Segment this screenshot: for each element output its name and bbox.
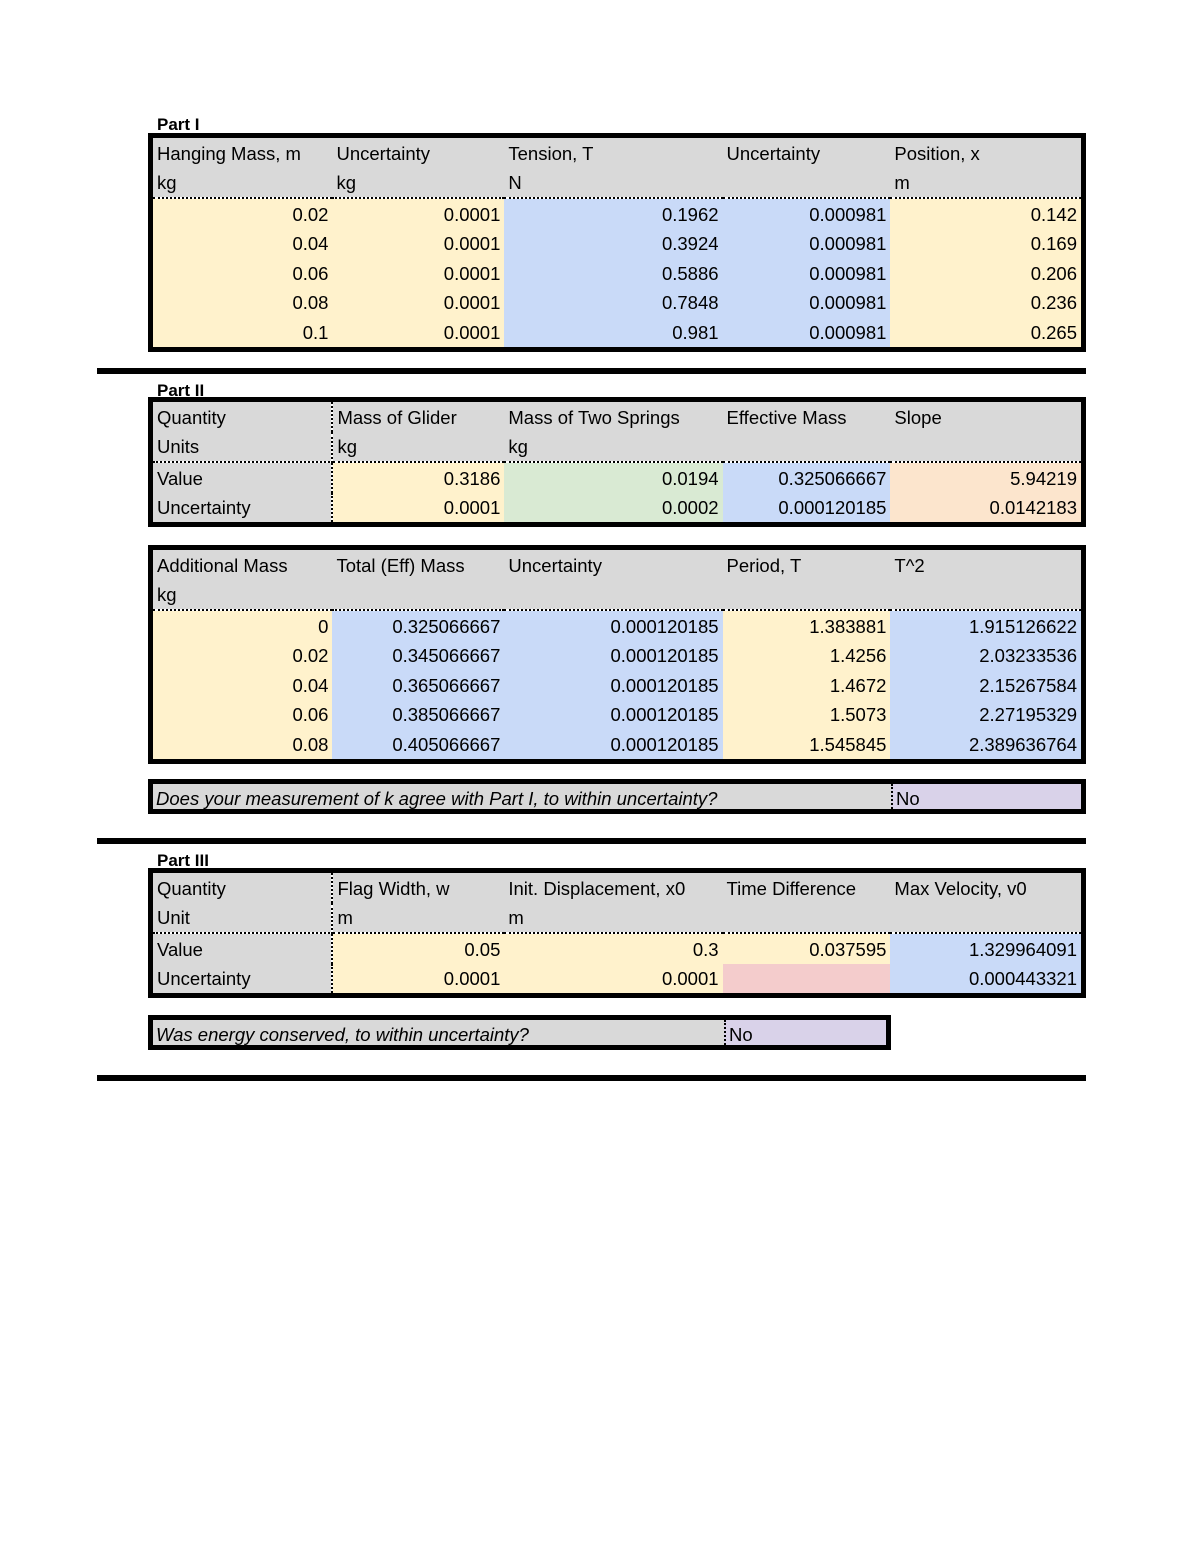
- total-mass-cell[interactable]: 0.385066667: [332, 700, 504, 730]
- unit-cell[interactable]: Units: [151, 432, 333, 463]
- tension-uncertainty-cell[interactable]: 0.000981: [723, 198, 891, 229]
- mass-cell[interactable]: 0.02: [151, 198, 333, 229]
- period-cell[interactable]: 1.383881: [723, 610, 891, 641]
- row-label[interactable]: Value: [151, 933, 333, 964]
- additional-mass-cell[interactable]: 0.04: [151, 670, 333, 700]
- mass-cell[interactable]: 0.08: [151, 288, 333, 318]
- tension-cell[interactable]: 0.7848: [504, 288, 722, 318]
- slope-cell[interactable]: 5.94219: [890, 462, 1083, 493]
- period-squared-cell[interactable]: 2.03233536: [890, 641, 1083, 671]
- part2-period-table: [148, 545, 1086, 764]
- part1-table: [148, 133, 1086, 352]
- period-cell[interactable]: 1.4256: [723, 641, 891, 671]
- additional-mass-cell[interactable]: 0.08: [151, 729, 333, 761]
- max-velocity-cell[interactable]: 1.329964091: [890, 933, 1083, 964]
- header-cell[interactable]: Init. Displacement, x0: [504, 871, 722, 903]
- additional-mass-cell[interactable]: 0.06: [151, 700, 333, 730]
- table-row: [151, 317, 1084, 349]
- total-mass-cell[interactable]: 0.365066667: [332, 670, 504, 700]
- unit-cell[interactable]: [890, 432, 1083, 463]
- header-cell[interactable]: Position, x: [890, 136, 1083, 168]
- additional-mass-cell[interactable]: 0.02: [151, 641, 333, 671]
- header-cell[interactable]: Mass of Two Springs: [504, 400, 722, 432]
- section-divider: [97, 368, 1086, 374]
- header-cell[interactable]: Slope: [890, 400, 1083, 432]
- tension-uncertainty-cell[interactable]: 0.000981: [723, 229, 891, 259]
- effective-mass-uncertainty-cell[interactable]: 0.000120185: [723, 493, 891, 525]
- additional-mass-cell[interactable]: 0: [151, 610, 333, 641]
- part2-title: Part II: [157, 381, 205, 400]
- part3-question-box: [148, 1015, 891, 1050]
- part3-title: Part III: [157, 851, 209, 870]
- unit-cell[interactable]: m: [332, 903, 504, 934]
- header-cell[interactable]: Tension, T: [504, 136, 722, 168]
- header-cell[interactable]: Hanging Mass, m: [151, 136, 333, 168]
- section-divider: [97, 838, 1086, 844]
- period-cell[interactable]: 1.4672: [723, 670, 891, 700]
- mass-uncertainty-cell[interactable]: 0.0001: [332, 288, 504, 318]
- displacement-cell[interactable]: 0.3: [504, 933, 722, 964]
- table-row: [151, 641, 1084, 671]
- total-mass-uncertainty-cell[interactable]: 0.000120185: [504, 641, 722, 671]
- glider-mass-cell[interactable]: 0.3186: [332, 462, 504, 493]
- header-cell[interactable]: Uncertainty: [332, 136, 504, 168]
- part1-unit-row: [151, 168, 1084, 199]
- header-cell[interactable]: Quantity: [151, 871, 333, 903]
- period-cell[interactable]: 1.545845: [723, 729, 891, 761]
- flag-width-uncertainty-cell[interactable]: 0.0001: [332, 964, 504, 996]
- mass-uncertainty-cell[interactable]: 0.0001: [332, 258, 504, 288]
- unit-cell[interactable]: kg: [151, 580, 333, 611]
- table-row: [151, 258, 1084, 288]
- part2-answer-cell[interactable]: No: [891, 784, 1081, 809]
- mass-uncertainty-cell[interactable]: 0.0001: [332, 198, 504, 229]
- row-label[interactable]: Uncertainty: [151, 493, 333, 525]
- header-cell[interactable]: Time Difference: [723, 871, 891, 903]
- tension-uncertainty-cell[interactable]: 0.000981: [723, 258, 891, 288]
- spring-mass-cell[interactable]: 0.0194: [504, 462, 722, 493]
- slope-uncertainty-cell[interactable]: 0.0142183: [890, 493, 1083, 525]
- table-row: [151, 288, 1084, 318]
- unit-cell[interactable]: [890, 580, 1083, 611]
- header-cell[interactable]: Additional Mass: [151, 548, 333, 580]
- time-difference-cell[interactable]: 0.037595: [723, 933, 891, 964]
- period-squared-cell[interactable]: 2.389636764: [890, 729, 1083, 761]
- unit-cell[interactable]: Unit: [151, 903, 333, 934]
- table-row: [151, 610, 1084, 641]
- table-row: [151, 670, 1084, 700]
- glider-mass-uncertainty-cell[interactable]: 0.0001: [332, 493, 504, 525]
- period-cell[interactable]: 1.5073: [723, 700, 891, 730]
- total-mass-uncertainty-cell[interactable]: 0.000120185: [504, 610, 722, 641]
- tension-cell[interactable]: 0.3924: [504, 229, 722, 259]
- value-row: [151, 462, 1084, 493]
- unit-cell[interactable]: kg: [151, 168, 333, 199]
- header-cell[interactable]: T^2: [890, 548, 1083, 580]
- position-cell[interactable]: 0.206: [890, 258, 1083, 288]
- unit-cell[interactable]: m: [504, 903, 722, 934]
- position-cell[interactable]: 0.169: [890, 229, 1083, 259]
- tension-cell[interactable]: 0.981: [504, 317, 722, 349]
- part2-question: Does your measurement of k agree with Part I, to within uncertainty?: [156, 788, 718, 809]
- total-mass-uncertainty-cell[interactable]: 0.000120185: [504, 729, 722, 761]
- position-cell[interactable]: 0.236: [890, 288, 1083, 318]
- header-cell[interactable]: Uncertainty: [504, 548, 722, 580]
- mass-uncertainty-cell[interactable]: 0.0001: [332, 229, 504, 259]
- period-header-row: [151, 548, 1084, 580]
- part3-answer-cell[interactable]: No: [724, 1020, 886, 1045]
- mass-cell[interactable]: 0.06: [151, 258, 333, 288]
- row-label[interactable]: Uncertainty: [151, 964, 333, 996]
- unit-cell[interactable]: [723, 432, 891, 463]
- part1-title: Part I: [157, 115, 200, 134]
- header-cell[interactable]: Uncertainty: [723, 136, 891, 168]
- flag-width-cell[interactable]: 0.05: [332, 933, 504, 964]
- unit-cell[interactable]: [332, 580, 504, 611]
- tension-cell[interactable]: 0.5886: [504, 258, 722, 288]
- total-mass-uncertainty-cell[interactable]: 0.000120185: [504, 700, 722, 730]
- unit-cell[interactable]: N: [504, 168, 722, 199]
- part2-header-row: [151, 400, 1084, 432]
- period-squared-cell[interactable]: 1.915126622: [890, 610, 1083, 641]
- table-row: [151, 229, 1084, 259]
- part3-question: Was energy conserved, to within uncertainty?: [156, 1024, 529, 1045]
- position-cell[interactable]: 0.265: [890, 317, 1083, 349]
- unit-cell[interactable]: [504, 580, 722, 611]
- part1-header-row: [151, 136, 1084, 168]
- total-mass-uncertainty-cell[interactable]: 0.000120185: [504, 670, 722, 700]
- mass-cell[interactable]: 0.04: [151, 229, 333, 259]
- uncertainty-row: [151, 493, 1084, 525]
- period-unit-row: [151, 580, 1084, 611]
- header-cell[interactable]: Mass of Glider: [332, 400, 504, 432]
- tension-uncertainty-cell[interactable]: 0.000981: [723, 317, 891, 349]
- part2-question-box: [148, 779, 1086, 814]
- header-cell[interactable]: Max Velocity, v0: [890, 871, 1083, 903]
- header-cell[interactable]: Quantity: [151, 400, 333, 432]
- effective-mass-cell[interactable]: 0.325066667: [723, 462, 891, 493]
- header-cell[interactable]: Effective Mass: [723, 400, 891, 432]
- period-squared-cell[interactable]: 2.27195329: [890, 700, 1083, 730]
- mass-cell[interactable]: 0.1: [151, 317, 333, 349]
- position-cell[interactable]: 0.142: [890, 198, 1083, 229]
- part3-unit-row: [151, 903, 1084, 934]
- displacement-uncertainty-cell[interactable]: 0.0001: [504, 964, 722, 996]
- period-squared-cell[interactable]: 2.15267584: [890, 670, 1083, 700]
- unit-cell[interactable]: [723, 903, 891, 934]
- header-cell[interactable]: Flag Width, w: [332, 871, 504, 903]
- value-row: [151, 933, 1084, 964]
- unit-cell[interactable]: kg: [504, 432, 722, 463]
- time-difference-uncertainty-cell[interactable]: [723, 964, 891, 996]
- unit-cell[interactable]: [723, 580, 891, 611]
- table-row: [151, 729, 1084, 761]
- part2-unit-row: [151, 432, 1084, 463]
- uncertainty-row: [151, 964, 1084, 996]
- row-label[interactable]: Value: [151, 462, 333, 493]
- spring-mass-uncertainty-cell[interactable]: 0.0002: [504, 493, 722, 525]
- tension-cell[interactable]: 0.1962: [504, 198, 722, 229]
- part3-header-row: [151, 871, 1084, 903]
- header-cell[interactable]: Total (Eff) Mass: [332, 548, 504, 580]
- table-row: [151, 700, 1084, 730]
- tension-uncertainty-cell[interactable]: 0.000981: [723, 288, 891, 318]
- total-mass-cell[interactable]: 0.325066667: [332, 610, 504, 641]
- mass-uncertainty-cell[interactable]: 0.0001: [332, 317, 504, 349]
- section-divider: [97, 1075, 1086, 1081]
- table-row: [151, 198, 1084, 229]
- total-mass-cell[interactable]: 0.405066667: [332, 729, 504, 761]
- part2-summary-table: [148, 397, 1086, 527]
- unit-cell[interactable]: m: [890, 168, 1083, 199]
- header-cell[interactable]: Period, T: [723, 548, 891, 580]
- unit-cell[interactable]: [723, 168, 891, 199]
- unit-cell[interactable]: kg: [332, 432, 504, 463]
- unit-cell[interactable]: [890, 903, 1083, 934]
- total-mass-cell[interactable]: 0.345066667: [332, 641, 504, 671]
- max-velocity-uncertainty-cell[interactable]: 0.000443321: [890, 964, 1083, 996]
- part3-table: [148, 868, 1086, 998]
- unit-cell[interactable]: kg: [332, 168, 504, 199]
